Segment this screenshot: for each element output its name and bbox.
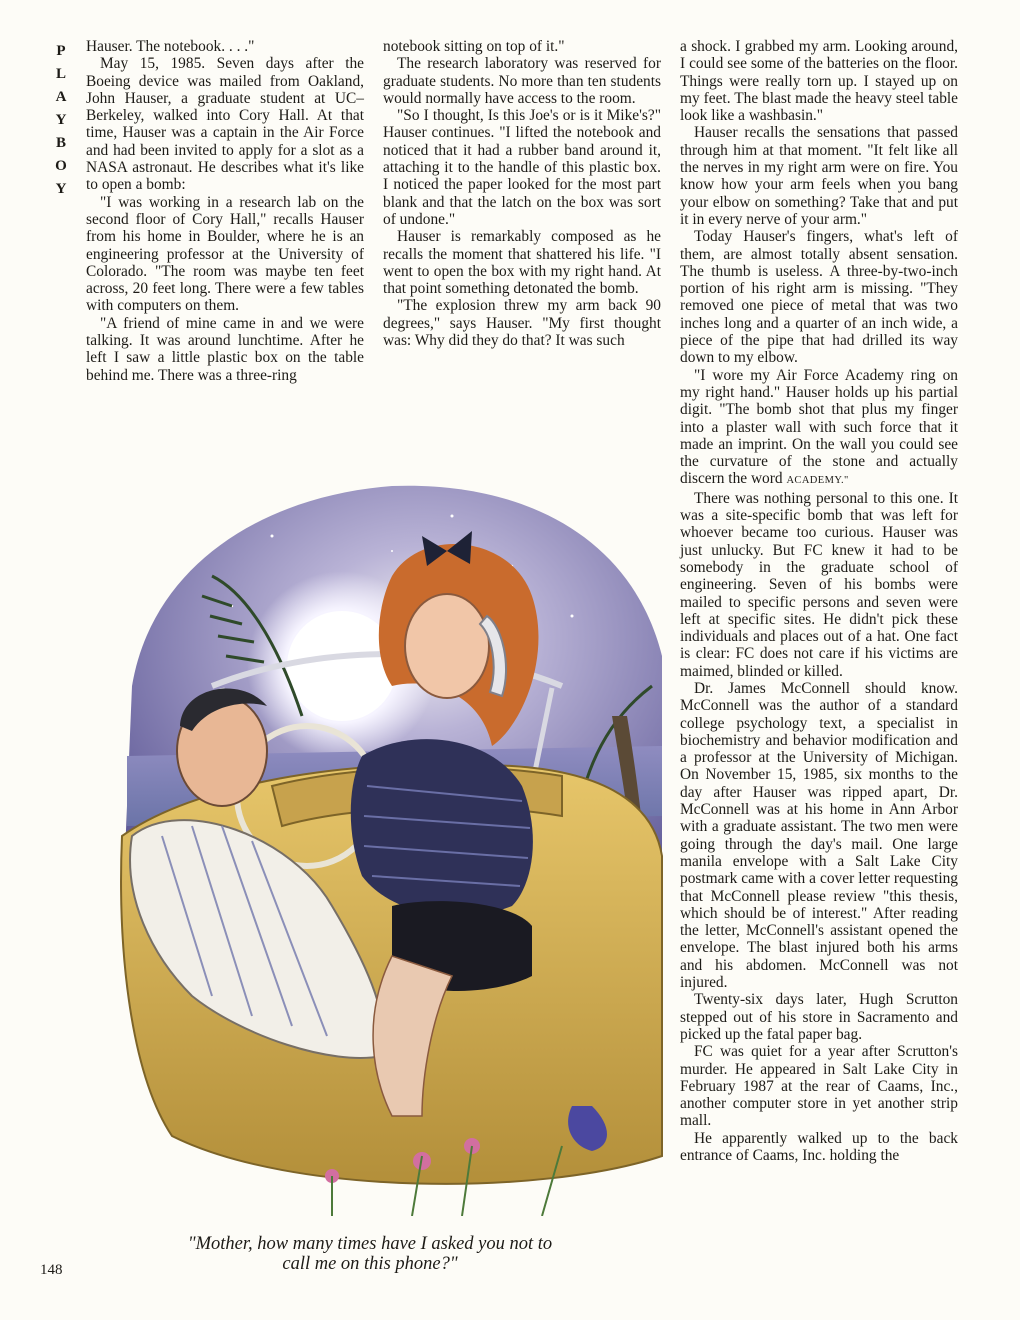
paragraph: Today Hauser's fingers, what's left of them, are almost totally absent sensation. The thumb is useless. A three-by-two-inch portion of his right arm is missing. "They removed one piece of metal that was two inches long and a quarter of an inch wide, a piece of the pipe that had drilled its way down to my elbow. [680,228,958,367]
paragraph [680,367,958,490]
brand-letter: B [55,135,66,151]
paragraph: a shock. I grabbed my arm. Looking around, I could see some of the batteries on the floor. Things were really torn up. I stayed up on my feet. The blast made the heavy steel table look like a washbasin." [680,38,958,125]
paragraph: "I was working in a research lab on the second floor of Cory Hall," recalls Hauser from his home in Boulder, where he is an engineering professor at the University of Colorado. "The room was maybe ten feet across, 20 feet long. There were a few tables with computers on them. [86,193,364,315]
paragraph: He apparently walked up to the back entrance of Caams, Inc. holding the [680,1129,958,1164]
cartoon-caption [150,1234,590,1274]
page-number: 148 [40,1262,63,1278]
paragraph: notebook sitting on top of it." [383,38,565,55]
cartoon-illustration [92,456,670,1216]
woman-face [405,594,489,698]
brand-letter: O [55,158,67,174]
paragraph: Dr. James McConnell should know. McConnell was the author of a standard college psychology text, a specialist in biochemistry and behavior modification and a professor at the University of Michigan. On November 15, 1985, six months to the day after Hauser was ripped apart, Dr. McConnell was at his home in Ann Arbor with a graduate assistant. The two men were going through the day's mail. One large manila envelope with a Salt Lake City postmark came with a cover letter requesting that McConnell please review "this thesis, which should be of interest." After reading the letter, McConnell's assistant opened the envelope. The blast injured both his arms and his abdomen. McConnell was not injured. [680,679,958,992]
paragraph: There was nothing personal to this one. It was a site-specific bomb that was left for whoever became too curious. Hauser was just unlucky. But FC knew it had to be somebody in the graduate school of engineering. Seven of his bombs were mailed to specific persons and seven were left at specific sites. He didn't pick these individuals and places out of a hat. One fact is clear: FC does not care if his victims are maimed, blinded or killed. [680,489,958,680]
paragraph: "So I thought, Is this Joe's or is it Mike's?" Hauser continues. "I lifted the notebook and noticed that it had a rubber band around it, attaching it to the handle of this plastic box. I noticed the paper looked for the most part blank and that the latch on the box was sort of undone." [383,107,661,228]
playboy-vertical-brand [50,40,72,201]
paragraph: FC was quiet for a year after Scrutton's murder. He appeared in Salt Lake City in February 1987 at the rear of Caams, Inc., another computer store in yet another strip mall. [680,1043,958,1130]
caption-line: call me on this phone?" [282,1254,458,1274]
article-column-2 [383,38,661,349]
article-column-1 [86,38,364,384]
brand-letter: Y [55,112,67,128]
paragraph: Twenty-six days later, Hugh Scrutton stepped out of his store in Sacramento and picked up the fatal paper bag. [680,991,958,1043]
paragraph: Hauser is remarkably composed as he recalls the moment that shattered his life. "I went to open the box with my right hand. At that point something detonated the bomb. [383,228,661,298]
paragraph: Hauser. The notebook. . . ." [86,38,255,55]
paragraph: Hauser recalls the sensations that passed through him at that moment. "It felt like all the nerves in my right arm were on fire. You know how your arm feels when you bang your elbow on something? Take that and put it in every nerve of your arm." [680,124,958,228]
paragraph: "A friend of mine came in and we were talking. It was around lunchtime. After he left I saw a little plastic box on the table behind me. There was a three-ring [86,314,364,384]
paragraph: May 15, 1985. Seven days after the Boeing device was mailed from Oakland, John Hauser, a graduate student at UC–Berkeley, walked into Cory Hall. At that time, Hauser was a captain in the Air Force and had been invited to apply for a slot as a NASA astronaut. He describes what it's like to open a bomb: [86,55,364,194]
brand-letter: A [55,89,67,105]
academy-word: ACADEMY." [786,475,849,487]
article-column-3 [680,38,958,1164]
paragraph: "The explosion threw my arm back 90 degrees," says Hauser. "My first thought was: Why did they do that? It was such [383,297,661,350]
brand-letter: L [55,66,66,82]
paragraph-text: "I wore my Air Force Academy ring on my right hand." Hauser holds up his partial digit. "The bomb shot that plus my finger into a plaster wall with such force that it made an imprint. On the wall you could see the curvature of the stone and actually discern the word [680,366,958,488]
paragraph: The research laboratory was reserved for graduate students. No more than ten students would normally have access to the room. [383,55,661,107]
brand-letter: Y [55,181,67,197]
brand-letter: P [56,43,66,59]
caption-line: "Mother, how many times have I asked you not to [187,1234,553,1254]
